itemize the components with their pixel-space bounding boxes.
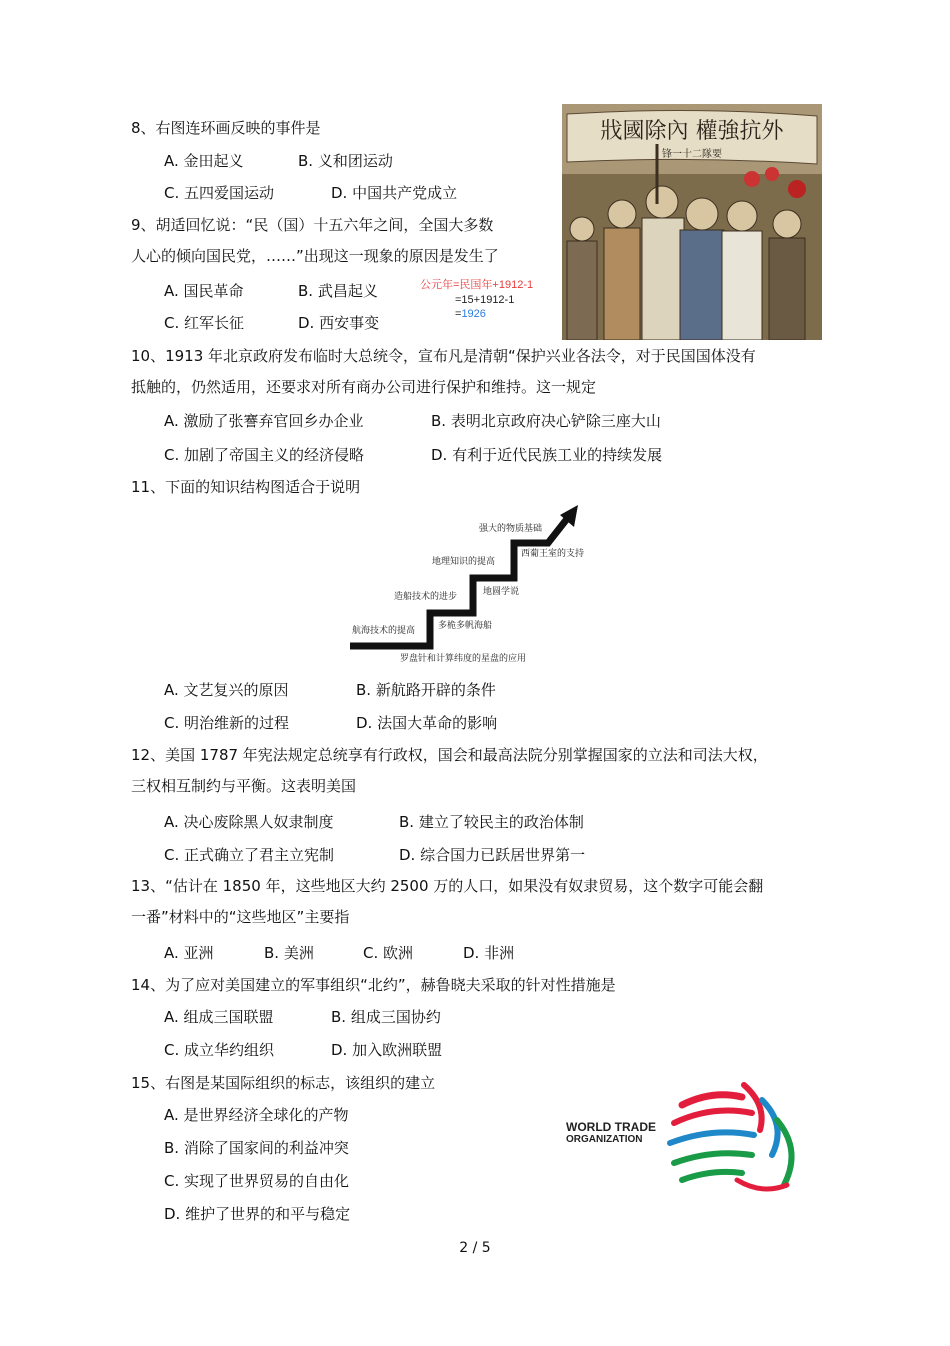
q10-option-d[interactable]: D. 有利于近代民族工业的持续发展 bbox=[431, 446, 663, 464]
q11-stem: 11、下面的知识结构图适合于说明 bbox=[131, 478, 361, 496]
year-note-equals: = bbox=[455, 308, 462, 320]
q11-option-d[interactable]: D. 法国大革命的影响 bbox=[356, 714, 498, 732]
q15-option-b[interactable]: B. 消除了国家间的利益冲突 bbox=[164, 1139, 349, 1157]
q8-option-d[interactable]: D. 中国共产党成立 bbox=[331, 184, 458, 202]
year-note-line2: =15+1912-1 bbox=[455, 294, 515, 306]
q12-option-c[interactable]: C. 正式确立了君主立宪制 bbox=[164, 846, 335, 864]
q10-stem-line1: 10、1913 年北京政府发布临时大总统令，宣布凡是清朝“保护兴业各法令，对于民国国体没有 bbox=[131, 347, 756, 365]
comic-illustration-drawing bbox=[562, 104, 822, 340]
q9-option-b[interactable]: B. 武昌起义 bbox=[298, 282, 378, 300]
q9-option-a[interactable]: A. 国民革命 bbox=[164, 282, 244, 300]
q15-option-c[interactable]: C. 实现了世界贸易的自由化 bbox=[164, 1172, 350, 1190]
staircase-diagram bbox=[348, 503, 600, 668]
year-note-line1: 公元年=民国年+1912-1 bbox=[420, 279, 534, 291]
q11-option-b[interactable]: B. 新航路开辟的条件 bbox=[356, 681, 496, 699]
q13-option-b[interactable]: B. 美洲 bbox=[264, 944, 314, 962]
q13-option-a[interactable]: A. 亚洲 bbox=[164, 944, 214, 962]
q11-option-a[interactable]: A. 文艺复兴的原因 bbox=[164, 681, 289, 699]
q9-option-c[interactable]: C. 红军长征 bbox=[164, 314, 245, 332]
q12-option-d[interactable]: D. 综合国力已跃居世界第一 bbox=[399, 846, 586, 864]
q8-option-a[interactable]: A. 金田起义 bbox=[164, 152, 244, 170]
page-number: 2 / 5 bbox=[459, 1240, 491, 1256]
q15-stem: 15、右图是某国际组织的标志，该组织的建立 bbox=[131, 1074, 436, 1092]
q14-option-b[interactable]: B. 组成三国协约 bbox=[331, 1008, 441, 1026]
q15-option-d[interactable]: D. 维护了世界的和平与稳定 bbox=[164, 1205, 351, 1223]
riser-label-4: 西葡王室的支持 bbox=[521, 549, 585, 559]
step-label-3: 地理知识的提高 bbox=[432, 557, 496, 567]
q9-option-d[interactable]: D. 西安事变 bbox=[298, 314, 380, 332]
q10-option-b[interactable]: B. 表明北京政府决心铲除三座大山 bbox=[431, 412, 661, 430]
q9-stem-line2: 人心的倾向国民党，……”出现这一现象的原因是发生了 bbox=[131, 247, 499, 265]
q13-stem-line2: 一番”材料中的“这些地区”主要指 bbox=[131, 908, 350, 926]
q13-stem-line1: 13、“估计在 1850 年，这些地区大约 2500 万的人口，如果没有奴隶贸易，这个数字可能会翻 bbox=[131, 877, 764, 895]
q8-option-b[interactable]: B. 义和团运动 bbox=[298, 152, 393, 170]
q10-stem-line2: 抵触的，仍然适用，还要求对所有商办公司进行保护和维持。这一规定 bbox=[131, 378, 597, 396]
wto-swirl-icon bbox=[670, 1085, 792, 1189]
q13-option-c[interactable]: C. 欧洲 bbox=[363, 944, 414, 962]
step-label-2: 造船技术的进步 bbox=[394, 592, 458, 602]
q12-option-a[interactable]: A. 决心废除黑人奴隶制度 bbox=[164, 813, 334, 831]
q12-option-b[interactable]: B. 建立了较民主的政治体制 bbox=[399, 813, 584, 831]
wto-logo bbox=[562, 1075, 807, 1205]
comic-illustration bbox=[562, 104, 822, 340]
wto-logo-text-line1: WORLD TRADE bbox=[566, 1120, 656, 1134]
q14-option-d[interactable]: D. 加入欧洲联盟 bbox=[331, 1041, 443, 1059]
year-note-line3 bbox=[455, 308, 486, 321]
riser-label-2: 多桅多帆海船 bbox=[438, 621, 493, 631]
step-label-1: 航海技术的提高 bbox=[352, 626, 416, 636]
riser-label-1: 罗盘针和计算纬度的星盘的应用 bbox=[400, 654, 527, 664]
q8-stem: 8、右图连环画反映的事件是 bbox=[131, 119, 321, 137]
q11-option-c[interactable]: C. 明治维新的过程 bbox=[164, 714, 290, 732]
q15-option-a[interactable]: A. 是世界经济全球化的产物 bbox=[164, 1106, 349, 1124]
step-label-4: 强大的物质基础 bbox=[479, 524, 543, 534]
q14-stem: 14、为了应对美国建立的军事组织“北约”，赫鲁晓夫采取的针对性措施是 bbox=[131, 976, 616, 994]
year-note-result: 1926 bbox=[461, 308, 486, 320]
riser-label-3: 地圆学说 bbox=[483, 587, 520, 597]
q14-option-c[interactable]: C. 成立华约组织 bbox=[164, 1041, 275, 1059]
q12-stem-line2: 三权相互制约与平衡。这表明美国 bbox=[131, 777, 357, 795]
q10-option-a[interactable]: A. 激励了张謇弃官回乡办企业 bbox=[164, 412, 364, 430]
q14-option-a[interactable]: A. 组成三国联盟 bbox=[164, 1008, 274, 1026]
q10-option-c[interactable]: C. 加剧了帝国主义的经济侵略 bbox=[164, 446, 365, 464]
q12-stem-line1: 12、美国 1787 年宪法规定总统享有行政权，国会和最高法院分别掌握国家的立法和司法大权， bbox=[131, 746, 768, 764]
q8-option-c[interactable]: C. 五四爱国运动 bbox=[164, 184, 275, 202]
q13-option-d[interactable]: D. 非洲 bbox=[463, 944, 515, 962]
q9-stem-line1: 9、胡适回忆说：“民（国）十五六年之间，全国大多数 bbox=[131, 216, 494, 234]
banner-slogan: 戕國除內 權強抗外 bbox=[600, 119, 784, 144]
wto-logo-text-line2: ORGANIZATION bbox=[566, 1134, 643, 1145]
banner-subtitle: 锋一十二隊要 bbox=[662, 149, 722, 160]
